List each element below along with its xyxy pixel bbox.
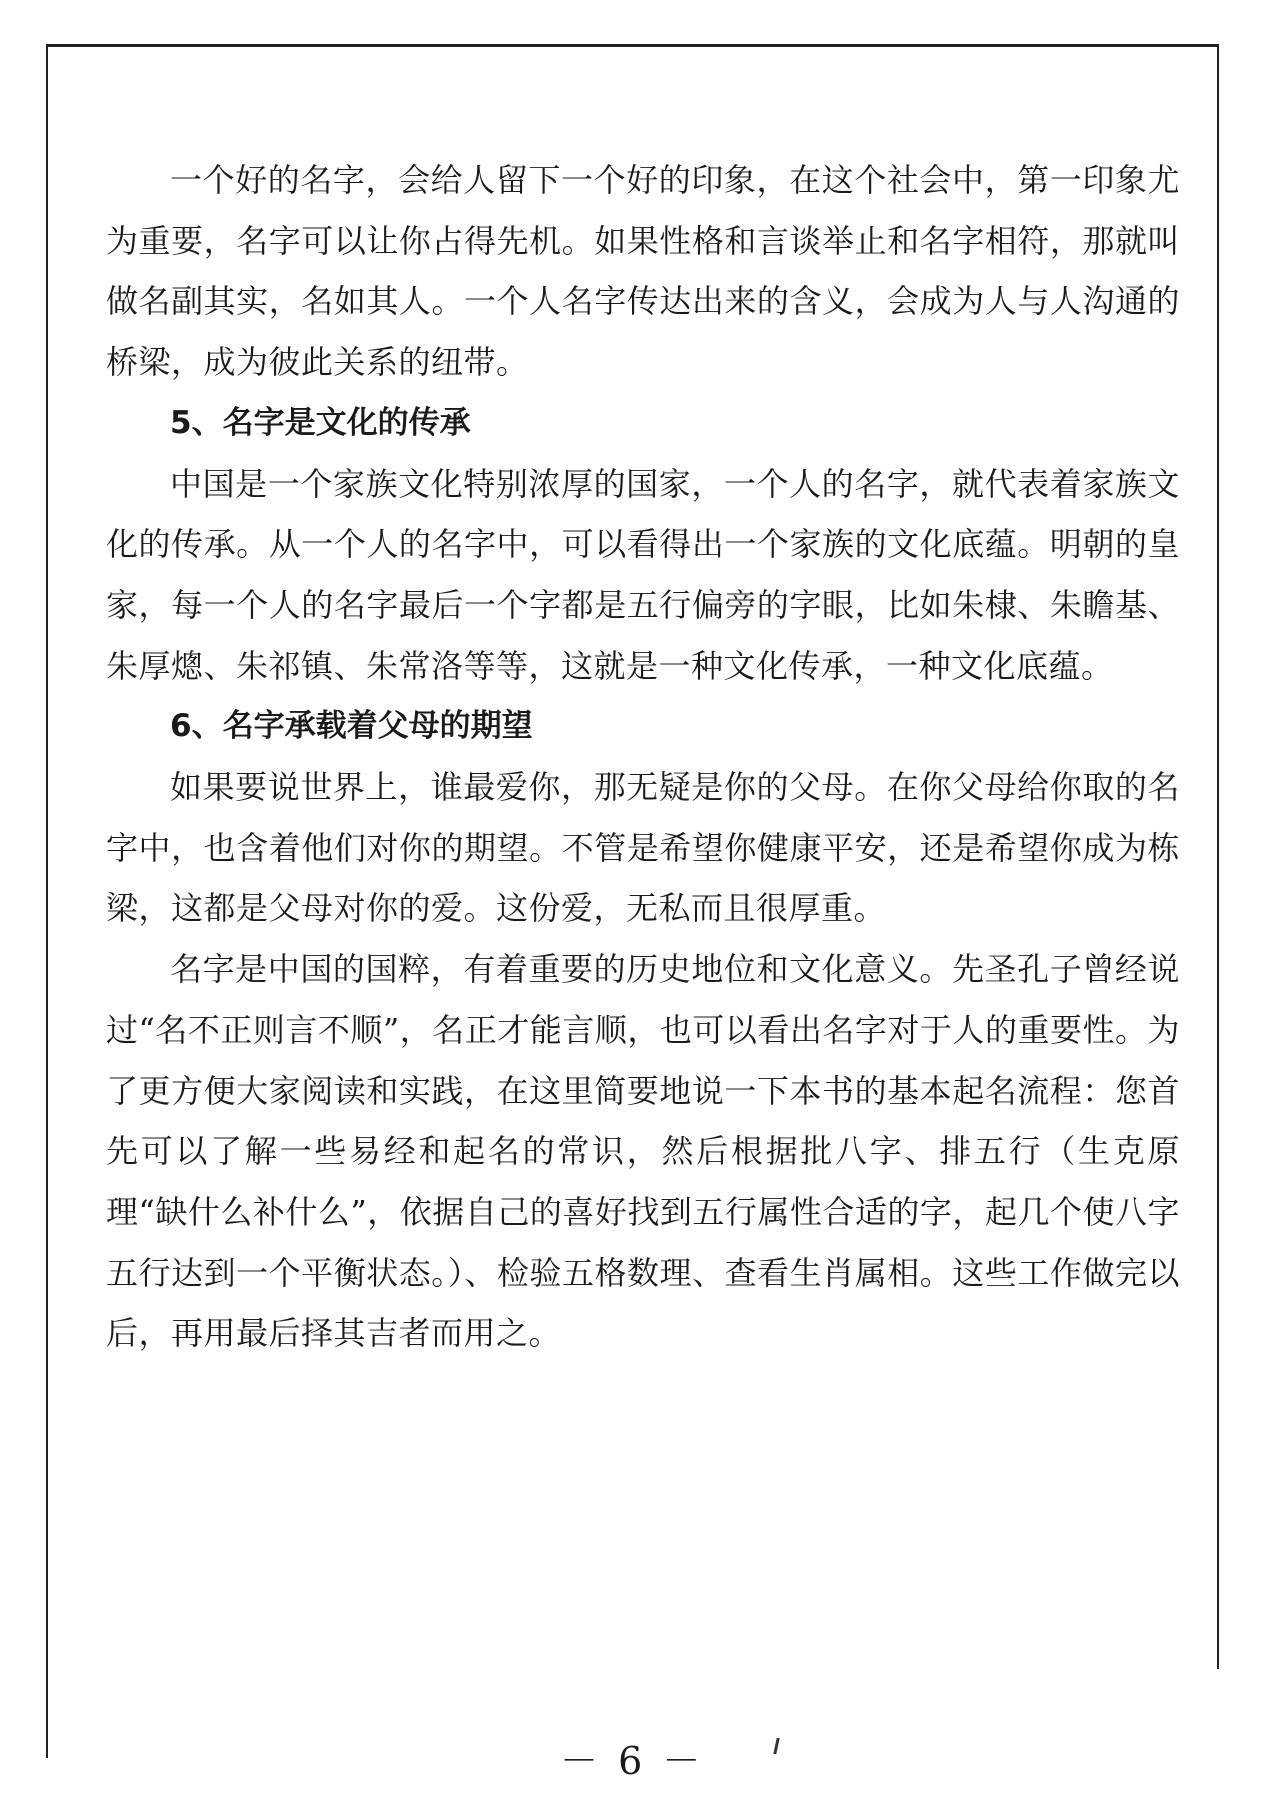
scan-artifact-mark — [773, 1738, 779, 1754]
paragraph-first-impression: 一个好的名字，会给人留下一个好的印象，在这个社会中，第一印象尤为重要，名字可以让你占得先机。如果性格和言谈举止和名字相符，那就叫做名副其实，名如其人。一个人名字传达出来的含义，会成为人与人沟通的桥梁，成为彼此关系的纽带。 — [106, 161, 1180, 382]
paragraph-family-culture: 中国是一个家族文化特别浓厚的国家，一个人的名字，就代表着家族文化的传承。从一个人的名字中，可以看得出一个家族的文化底蕴。明朝的皇家，每一个人的名字最后一个字都是五行偏旁的字眼，比如朱棣、朱瞻基、朱厚熜、朱祁镇、朱常洛等等，这就是一种文化传承，一种文化底蕴。 — [106, 464, 1180, 685]
page-number: － 6 － — [560, 1739, 705, 1783]
page-content — [106, 150, 1180, 1364]
paragraph-parents-hope: 如果要说世界上，谁最爱你，那无疑是你的父母。在你父母给你取的名字中，也含着他们对你的期望。不管是希望你健康平安，还是希望你成为栋梁，这都是父母对你的爱。这份爱，无私而且很厚重。 — [106, 768, 1180, 928]
section-heading-5: 5、名字是文化的传承 — [170, 404, 471, 441]
paragraph-naming-process: 名字是中国的国粹，有着重要的历史地位和文化意义。先圣孔子曾经说过“名不正则言不顺”，名正才能言顺，也可以看出名字对于人的重要性。为了更方便大家阅读和实践，在这里简要地说一下本书的基本起名流程：您首先可以了解一些易经和起名的常识，然后根据批八字、排五行（生克原理“缺什么补什么”，依据自己的喜好找到五行属性合适的字，起几个使八字五行达到一个平衡状态。）、检验五格数理、查看生肖属相。这些工作做完以后，再用最后择其吉者而用之。 — [106, 950, 1180, 1353]
page-frame-right-border — [1217, 44, 1219, 1669]
page-frame-top-border — [46, 44, 1219, 47]
page-frame-left-border — [46, 44, 48, 1758]
section-heading-6: 6、名字承载着父母的期望 — [170, 708, 533, 745]
